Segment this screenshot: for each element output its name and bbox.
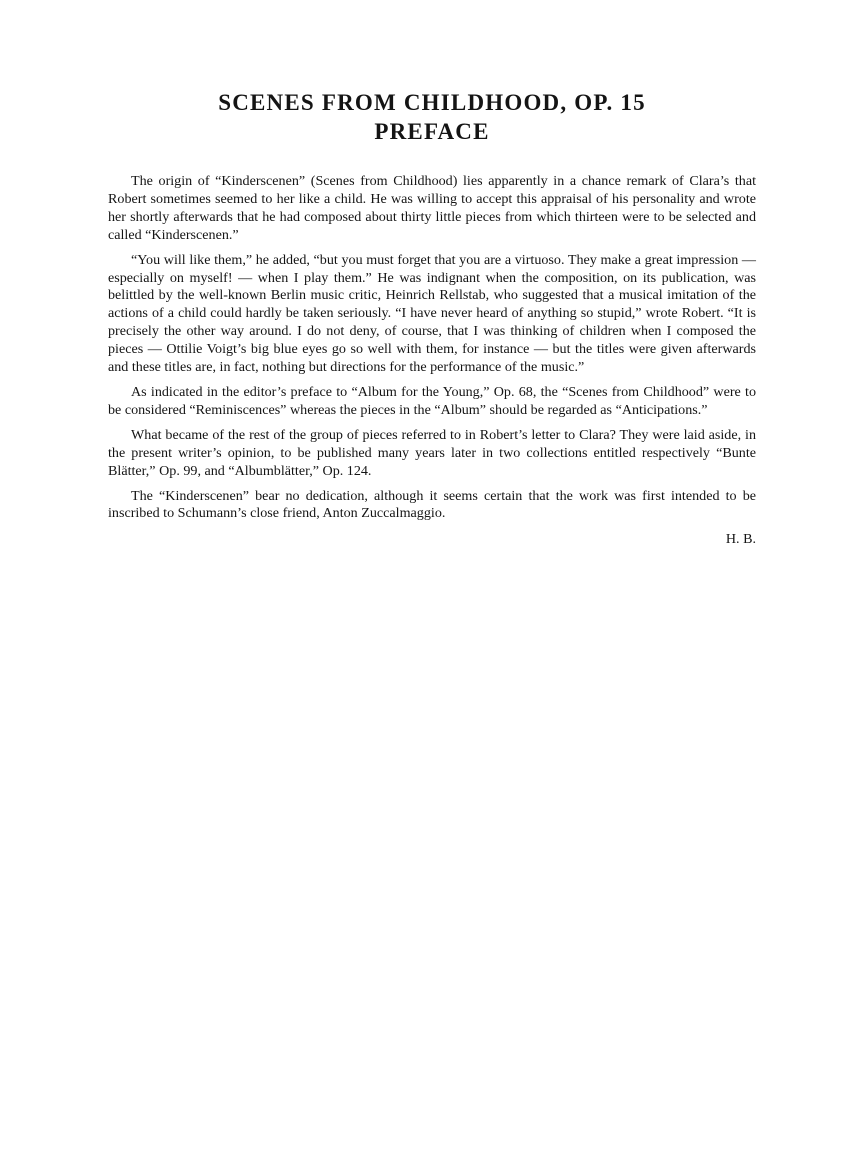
paragraph-album: As indicated in the editor’s preface to “Album for the Young,” Op. 68, the “Scenes from Childhood” were to be considered “Reminiscences” whereas the pieces in the “Album” should be regarded as “Anticipations.” [108, 383, 756, 418]
page-title [108, 88, 756, 146]
paragraph-origin: The origin of “Kinderscenen” (Scenes from Childhood) lies apparently in a chance remark of Clara’s that Robert sometimes seemed to her like a child. He was willing to accept this appraisal of his personality and wrote her shortly afterwards that he had composed about thirty little pieces from which thirteen were to be selected and called “Kinderscenen.” [108, 173, 756, 243]
author-signature: H. B. [725, 531, 756, 548]
preface-body [108, 173, 756, 523]
paragraph-dedication: The “Kinderscenen” bear no dedication, although it seems certain that the work was first intended to be inscribed to Schumann’s close friend, Anton Zuccalmaggio. [108, 487, 756, 522]
paragraph-quote: “You will like them,” he added, “but you must forget that you are a virtuoso. They make a great impression — especially on myself! — when I play them.” He was indignant when the composition, on its publication, was belittled by the well-known Berlin music critic, Heinrich Rellstab, who suggested that a musical imitation of the actions of a child could hardly be taken seriously. “I have never heard of anything so stupid,” wrote Robert. “It is precisely the other way around. I do not deny, of course, that I was thinking of children when I composed the pieces — Ottilie Voigt’s big blue eyes go so well with them, for instance — but the titles were given afterwards and these titles are, in fact, nothing but directions for the performance of the music.” [108, 251, 756, 376]
title-line-2: PREFACE [374, 119, 490, 144]
document-page [108, 88, 756, 548]
paragraph-rest-of-pieces: What became of the rest of the group of pieces referred to in Robert’s letter to Clara? They were laid aside, in the present writer’s opinion, to be published many years later in two collections entitled respectively “Bunte Blätter,” Op. 99, and “Albumblätter,” Op. 124. [108, 426, 756, 479]
title-line-1: SCENES FROM CHILDHOOD, OP. 15 [218, 90, 646, 115]
